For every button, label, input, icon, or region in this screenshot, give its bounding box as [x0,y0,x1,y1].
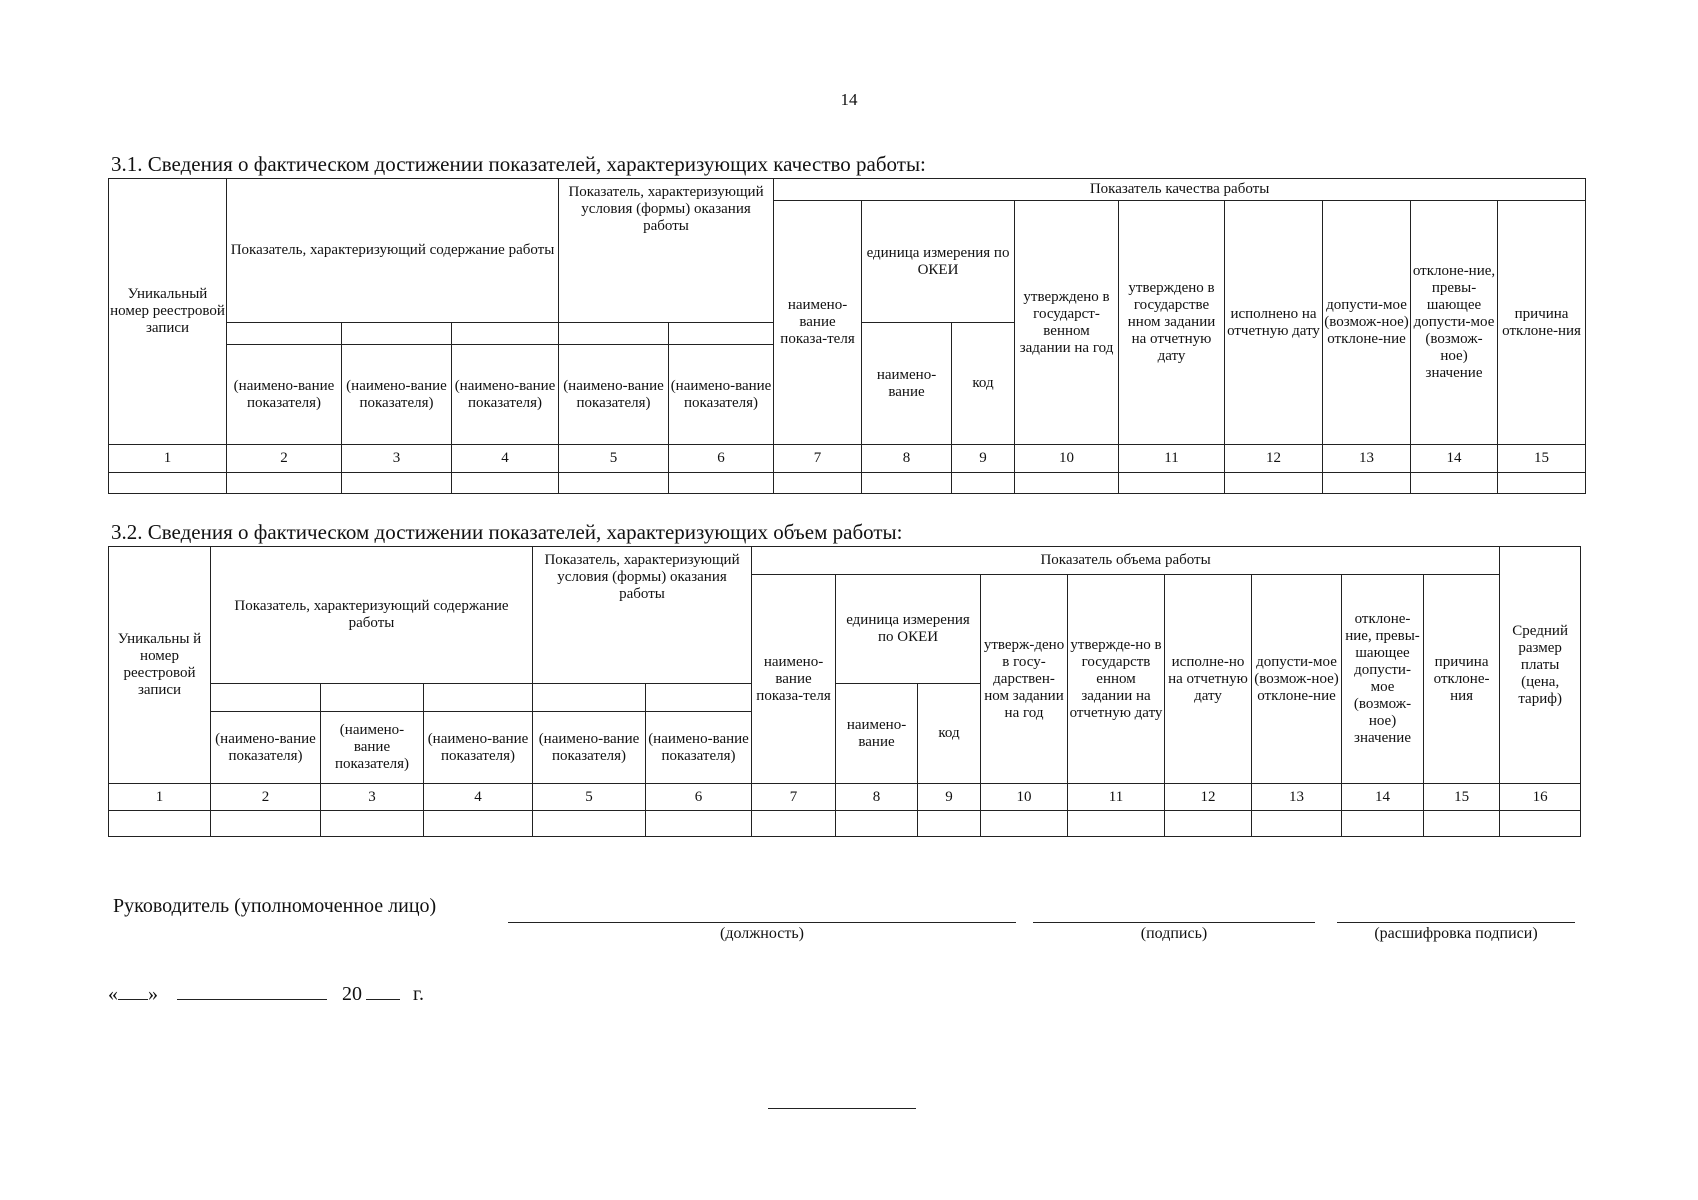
column-number: 4 [452,445,559,473]
done-header: исполне-но на отчетную дату [1165,575,1252,784]
column-number: 13 [1323,445,1411,473]
sub-indicator-header: (наимено-вание показателя) [211,712,321,784]
empty-cell [669,323,774,345]
quality-indicators-table [108,178,1586,494]
month-blank[interactable] [177,981,327,1000]
data-cell[interactable] [559,473,669,494]
empty-cell [452,323,559,345]
bottom-divider [768,1108,916,1109]
data-cell[interactable] [227,473,342,494]
section-1-title: 3.1. Сведения о фактическом достижении показателей, характеризующих качество работы: [111,152,926,176]
approved-date-header: утвержде-но в государств енном задании на отчетную дату [1068,575,1165,784]
signature-caption: (подпись) [1140,925,1208,942]
data-cell[interactable] [1165,811,1252,837]
sub-indicator-header: (наимено-вание показателя) [342,345,452,445]
empty-cell [211,684,321,712]
column-number: 9 [952,445,1015,473]
data-cell[interactable] [1500,811,1581,837]
sub-indicator-header: (наимено-вание показателя) [533,712,646,784]
column-number: 2 [211,784,321,811]
column-number: 5 [533,784,646,811]
year-suffix: г. [413,983,424,1005]
column-number: 11 [1068,784,1165,811]
data-cell[interactable] [452,473,559,494]
conditions-indicator-header: Показатель, характеризующий условия (формы) оказания работы [559,179,774,323]
data-cell[interactable] [646,811,752,837]
exceeding-deviation-header: отклоне-ние, превы-шающее допусти-мое (возмож-ное) значение [1342,575,1424,784]
volume-indicators-table [108,546,1581,837]
year-blank[interactable] [366,981,400,1000]
data-cell[interactable] [1068,811,1165,837]
unit-code-header: код [918,684,981,784]
sub-indicator-header: (наимено-вание показателя) [424,712,533,784]
data-cell[interactable] [774,473,862,494]
column-number: 8 [862,445,952,473]
column-number: 5 [559,445,669,473]
deviation-reason-header: причина отклоне-ния [1424,575,1500,784]
okei-unit-header: единица измерения по ОКЕИ [836,575,981,684]
data-cell[interactable] [918,811,981,837]
sub-indicator-header: (наимено-вание показателя) [559,345,669,445]
empty-cell [533,684,646,712]
column-number: 6 [646,784,752,811]
date-line [108,981,424,1006]
data-cell[interactable] [1015,473,1119,494]
data-cell[interactable] [109,473,227,494]
data-cell[interactable] [752,811,836,837]
empty-cell [227,323,342,345]
data-cell[interactable] [1252,811,1342,837]
column-number: 9 [918,784,981,811]
empty-cell [559,323,669,345]
data-cell[interactable] [1424,811,1500,837]
data-cell[interactable] [533,811,646,837]
deviation-reason-header: причина отклоне-ния [1498,201,1586,445]
data-cell[interactable] [952,473,1015,494]
approved-year-header: утверж-дено в госу-дарствен-ном задании на год [981,575,1068,784]
column-number: 14 [1342,784,1424,811]
data-cell[interactable] [321,811,424,837]
unit-name-header: наимено-вание [862,323,952,445]
content-indicator-header: Показатель, характеризующий содержание работы [227,179,559,323]
column-number: 16 [1500,784,1581,811]
allowed-deviation-header: допусти-мое (возмож-ное) отклоне-ние [1252,575,1342,784]
registry-number-header: Уникальный номер реестровой записи [109,179,227,445]
data-cell[interactable] [1119,473,1225,494]
data-cell[interactable] [211,811,321,837]
column-number: 13 [1252,784,1342,811]
open-quote: « [108,983,118,1005]
column-number: 1 [109,445,227,473]
column-number: 12 [1165,784,1252,811]
registry-number-header: Уникальны й номер реестровой записи [109,547,211,784]
data-cell[interactable] [1225,473,1323,494]
column-number: 1 [109,784,211,811]
column-number: 4 [424,784,533,811]
decode-caption: (расшифровка подписи) [1374,925,1538,942]
sub-indicator-header: (наимено-вание показателя) [321,712,424,784]
empty-cell [646,684,752,712]
data-cell[interactable] [1323,473,1411,494]
column-number: 7 [774,445,862,473]
done-header: исполнено на отчетную дату [1225,201,1323,445]
empty-cell [342,323,452,345]
sub-indicator-header: (наимено-вание показателя) [646,712,752,784]
sub-indicator-header: (наимено-вание показателя) [452,345,559,445]
exceeding-deviation-header: отклоне-ние, превы-шающее допусти-мое (возмож-ное) значение [1411,201,1498,445]
column-number: 10 [981,784,1068,811]
column-number: 3 [342,445,452,473]
data-cell[interactable] [1342,811,1424,837]
column-number: 8 [836,784,918,811]
year-prefix: 20 [342,983,362,1005]
okei-unit-header: единица измерения по ОКЕИ [862,201,1015,323]
empty-cell [321,684,424,712]
data-cell[interactable] [862,473,952,494]
average-fee-header: Средний размер платы (цена, тариф) [1500,547,1581,784]
column-number: 10 [1015,445,1119,473]
decode-line[interactable] [1337,922,1575,923]
close-quote: » [148,983,158,1005]
column-number: 15 [1498,445,1586,473]
data-cell[interactable] [1498,473,1586,494]
indicator-name-header: наимено-вание показа-теля [774,201,862,445]
data-cell[interactable] [981,811,1068,837]
page-number: 14 [840,90,858,109]
unit-name-header: наимено-вание [836,684,918,784]
section-2-title: 3.2. Сведения о фактическом достижении показателей, характеризующих объем работы: [111,520,903,544]
volume-indicator-group-header: Показатель объема работы [752,547,1500,575]
content-indicator-header: Показатель, характеризующий содержание работы [211,547,533,684]
day-blank[interactable] [118,981,148,1000]
signature-label: Руководитель (уполномоченное лицо) [113,895,437,917]
column-number: 6 [669,445,774,473]
data-cell[interactable] [424,811,533,837]
data-cell[interactable] [836,811,918,837]
data-cell[interactable] [342,473,452,494]
column-number: 7 [752,784,836,811]
quality-indicator-group-header: Показатель качества работы [774,179,1586,201]
indicator-name-header: наимено-вание показа-теля [752,575,836,784]
data-cell[interactable] [1411,473,1498,494]
column-number: 2 [227,445,342,473]
approved-year-header: утверждено в государст-венном задании на год [1015,201,1119,445]
column-number: 12 [1225,445,1323,473]
empty-cell [424,684,533,712]
approved-date-header: утверждено в государстве нном задании на отчетную дату [1119,201,1225,445]
column-number: 15 [1424,784,1500,811]
sub-indicator-header: (наимено-вание показателя) [669,345,774,445]
column-number: 3 [321,784,424,811]
sub-indicator-header: (наимено-вание показателя) [227,345,342,445]
data-cell[interactable] [669,473,774,494]
conditions-indicator-header: Показатель, характеризующий условия (формы) оказания работы [533,547,752,684]
signature-line[interactable] [1033,922,1315,923]
allowed-deviation-header: допусти-мое (возмож-ное) отклоне-ние [1323,201,1411,445]
unit-code-header: код [952,323,1015,445]
column-number: 11 [1119,445,1225,473]
column-number: 14 [1411,445,1498,473]
position-caption: (должность) [720,925,804,942]
data-cell[interactable] [109,811,211,837]
position-line[interactable] [508,922,1016,923]
